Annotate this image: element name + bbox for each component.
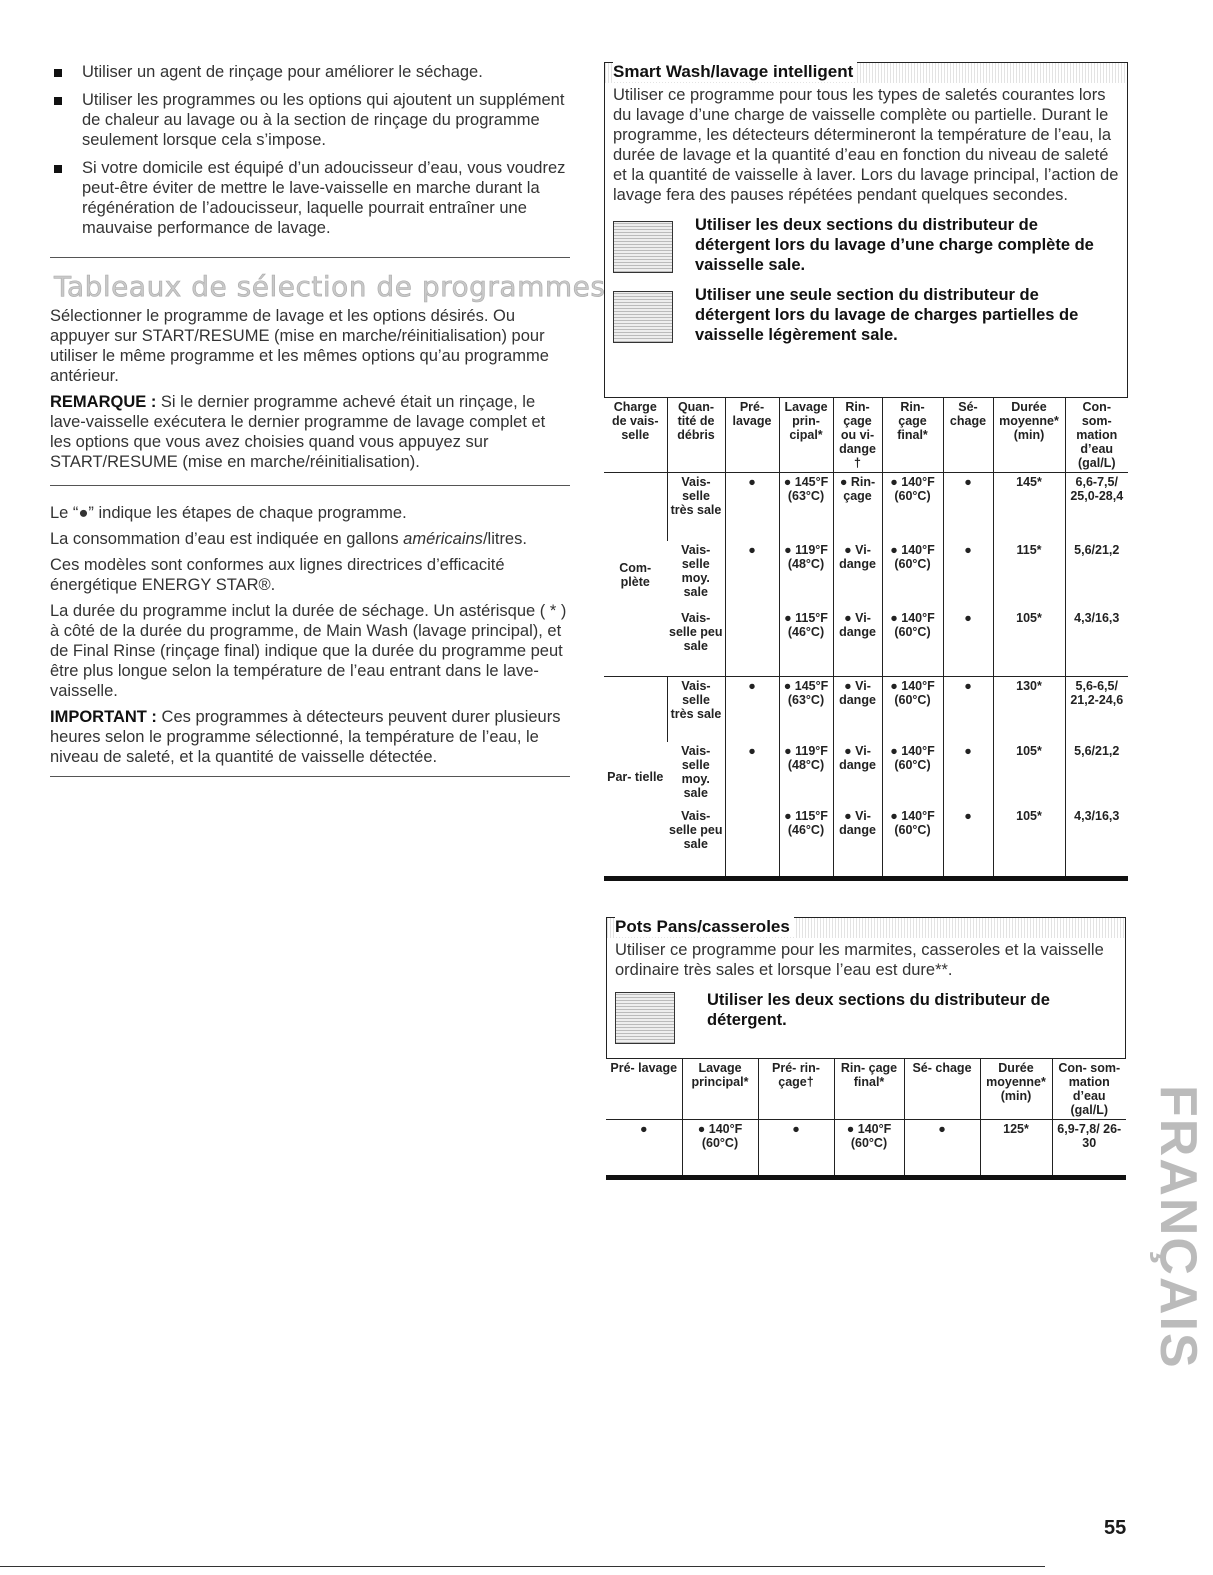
smart-wash-title: Smart Wash/lavage intelligent bbox=[613, 62, 857, 82]
col-header: Rin- çage final* bbox=[834, 1059, 904, 1120]
detergent-dispenser-partial-icon bbox=[613, 291, 673, 343]
col-header: Quan- tité de débris bbox=[667, 398, 725, 473]
table-row: Vais- selle moy. sale ● ● 119°F (48°C) ● Vi- dange ● 140°F (60°C) ● 115* 5,6/21,2 bbox=[604, 541, 1128, 609]
detergent-note-full: Utiliser les deux sections du distributeur de détergent lors du lavage d’une charge complète de vaisselle sale. bbox=[695, 216, 1094, 274]
notes-block bbox=[50, 503, 570, 767]
remarque-note: REMARQUE : Si le dernier programme achevé était un rinçage, le lave-vaisselle exécutera le dernier programme de lavage complet et les options que vous avez choisies quand vous appuyez sur START/RESUME (mise en marche/réinitialisation). bbox=[50, 393, 546, 471]
pots-pans-title: Pots Pans/casseroles bbox=[615, 917, 794, 937]
pots-pans-header bbox=[607, 918, 1125, 938]
bullet-icon bbox=[54, 97, 62, 105]
detergent-dispenser-full-icon bbox=[615, 992, 675, 1044]
col-header: Rin- çage final* bbox=[882, 398, 943, 473]
table-row: Vais- selle moy. sale ● ● 119°F (48°C) ● Vi- dange ● 140°F (60°C) ● 105* 5,6/21,2 bbox=[604, 742, 1128, 807]
col-header: Con- som- mation d’eau (gal/L) bbox=[1052, 1059, 1126, 1120]
load-label: Com- plète bbox=[619, 560, 652, 589]
duration-note: La durée du programme inclut la durée de séchage. Un astérisque ( * ) à côté de la durée du programme, de Main Wash (lavage principal), et de Final Rinse (rinçage final) indique que la durée du programme peut être plus longue selon la température de l’eau entrant dans le lave-vaisselle. bbox=[50, 602, 567, 700]
col-header: Lavage principal* bbox=[682, 1059, 758, 1120]
list-item: Utiliser un agent de rinçage pour améliorer le séchage. bbox=[52, 62, 572, 82]
detergent-note-partial: Utiliser une seule section du distributeur de détergent lors du lavage de charges partielles de vaisselle légèrement sale. bbox=[695, 286, 1079, 344]
smart-wash-header bbox=[605, 63, 1127, 83]
col-header: Pré- lavage bbox=[610, 1061, 678, 1075]
col-header: Con- som- mation d’eau (gal/L) bbox=[1065, 398, 1128, 473]
intro-text: Sélectionner le programme de lavage et les options désirés. Ou appuyer sur START/RESUME (mise en marche/réinitialisation) pour utiliser le même programme et les mêmes options qu’au programme antérieur. bbox=[50, 307, 549, 385]
pots-pans-table bbox=[606, 1058, 1126, 1180]
table-row: Par- tielle Vais- selle très sale ● ● 145°F (63°C) ● Vi- dange ● 140°F (60°C) ● 130* 5,6-6,5/ 21,2-24,6 bbox=[604, 677, 1128, 742]
col-header: Sé- chage bbox=[943, 398, 993, 473]
smart-wash-table bbox=[604, 397, 1128, 881]
col-header: Rin- çage ou vi- dange † bbox=[833, 398, 882, 473]
important-note: IMPORTANT : Ces programmes à détecteurs peuvent durer plusieurs heures selon le programme sélectionné, la température de l’eau, le niveau de saleté, et la quantité de vaisselle détectée. bbox=[50, 708, 561, 766]
table-row: Vais- selle peu sale ● 115°F (46°C) ● Vi- dange ● 140°F (60°C) ● 105* 4,3/16,3 bbox=[604, 807, 1128, 879]
divider bbox=[0, 1566, 1045, 1567]
col-header: Durée moyenne* (min) bbox=[980, 1059, 1052, 1120]
bullet-icon bbox=[54, 165, 62, 173]
dot-legend: Le “●” indique les étapes de chaque programme. bbox=[50, 504, 407, 522]
page-number: 55 bbox=[1104, 1517, 1127, 1539]
divider bbox=[50, 257, 570, 258]
col-header: Sé- chage bbox=[904, 1059, 980, 1120]
col-header: Pré- lavage bbox=[725, 398, 779, 473]
table-row: ● ● 140°F (60°C) ● ● 140°F (60°C) ● 125* 6,9-7,8/ 26-30 bbox=[606, 1120, 1126, 1178]
col-header: Pré- rin- çage† bbox=[758, 1059, 834, 1120]
tips-list bbox=[52, 62, 572, 246]
smart-wash-panel bbox=[604, 62, 1128, 888]
pots-pans-desc: Utiliser ce programme pour les marmites, casseroles et la vaisselle ordinaire très sales et lorsque l’eau est dure**. bbox=[615, 941, 1104, 979]
detergent-dispenser-full-icon bbox=[613, 221, 673, 273]
language-side-tab: FRANÇAIS bbox=[1149, 1085, 1207, 1370]
col-header: Lavage prin- cipal* bbox=[779, 398, 833, 473]
list-item: Si votre domicile est équipé d’un adoucisseur d’eau, vous voudrez peut-être éviter de mettre le lave-vaisselle en marche durant la régénération de l’adoucisseur, laquelle pourrait entraîner une mauvaise performance de lavage. bbox=[52, 158, 572, 238]
load-label: Par- tielle bbox=[607, 769, 664, 784]
table-row: Com- plète Vais- selle très sale ● ● 145°F (63°C) ● Rin- çage ● 140°F (60°C) ● 145* 6,6-7,5/ 25,0-28,4 bbox=[604, 473, 1128, 541]
col-header: Durée moyenne* (min) bbox=[993, 398, 1065, 473]
smart-wash-desc: Utiliser ce programme pour tous les types de saletés courantes lors du lavage d’une charge de vaisselle complète ou partielle. Durant le programme, les détecteurs détermineront la température de l’eau, la durée de lavage et la quantité d’eau en fonction du niveau de saleté et la quantité de vaisselle à laver. Lors du lavage principal, l’action de lavage fera des pauses répétées pendant quelques secondes. bbox=[613, 86, 1119, 204]
divider bbox=[50, 776, 570, 777]
detergent-note: Utiliser les deux sections du distributeur de détergent. bbox=[707, 991, 1050, 1029]
bullet-icon bbox=[54, 69, 62, 77]
pots-pans-panel bbox=[606, 917, 1126, 1180]
table-row: Vais- selle peu sale ● 115°F (46°C) ● Vi- dange ● 140°F (60°C) ● 105* 4,3/16,3 bbox=[604, 609, 1128, 677]
water-note: La consommation d’eau est indiquée en gallons américains/litres. bbox=[50, 530, 527, 548]
divider bbox=[50, 485, 570, 486]
col-header: Charge de vais- selle bbox=[611, 400, 659, 442]
energy-note: Ces modèles sont conformes aux lignes directrices d’efficacité énergétique ENERGY STAR®. bbox=[50, 556, 505, 594]
section-title: Tableaux de sélection de programmes bbox=[54, 270, 606, 303]
table-header-row bbox=[606, 1059, 1126, 1120]
list-item: Utiliser les programmes ou les options qui ajoutent un supplément de chaleur au lavage ou à la section de rinçage du programme seulement lorsque cela s’impose. bbox=[52, 90, 572, 150]
table-header-row bbox=[604, 398, 1128, 473]
